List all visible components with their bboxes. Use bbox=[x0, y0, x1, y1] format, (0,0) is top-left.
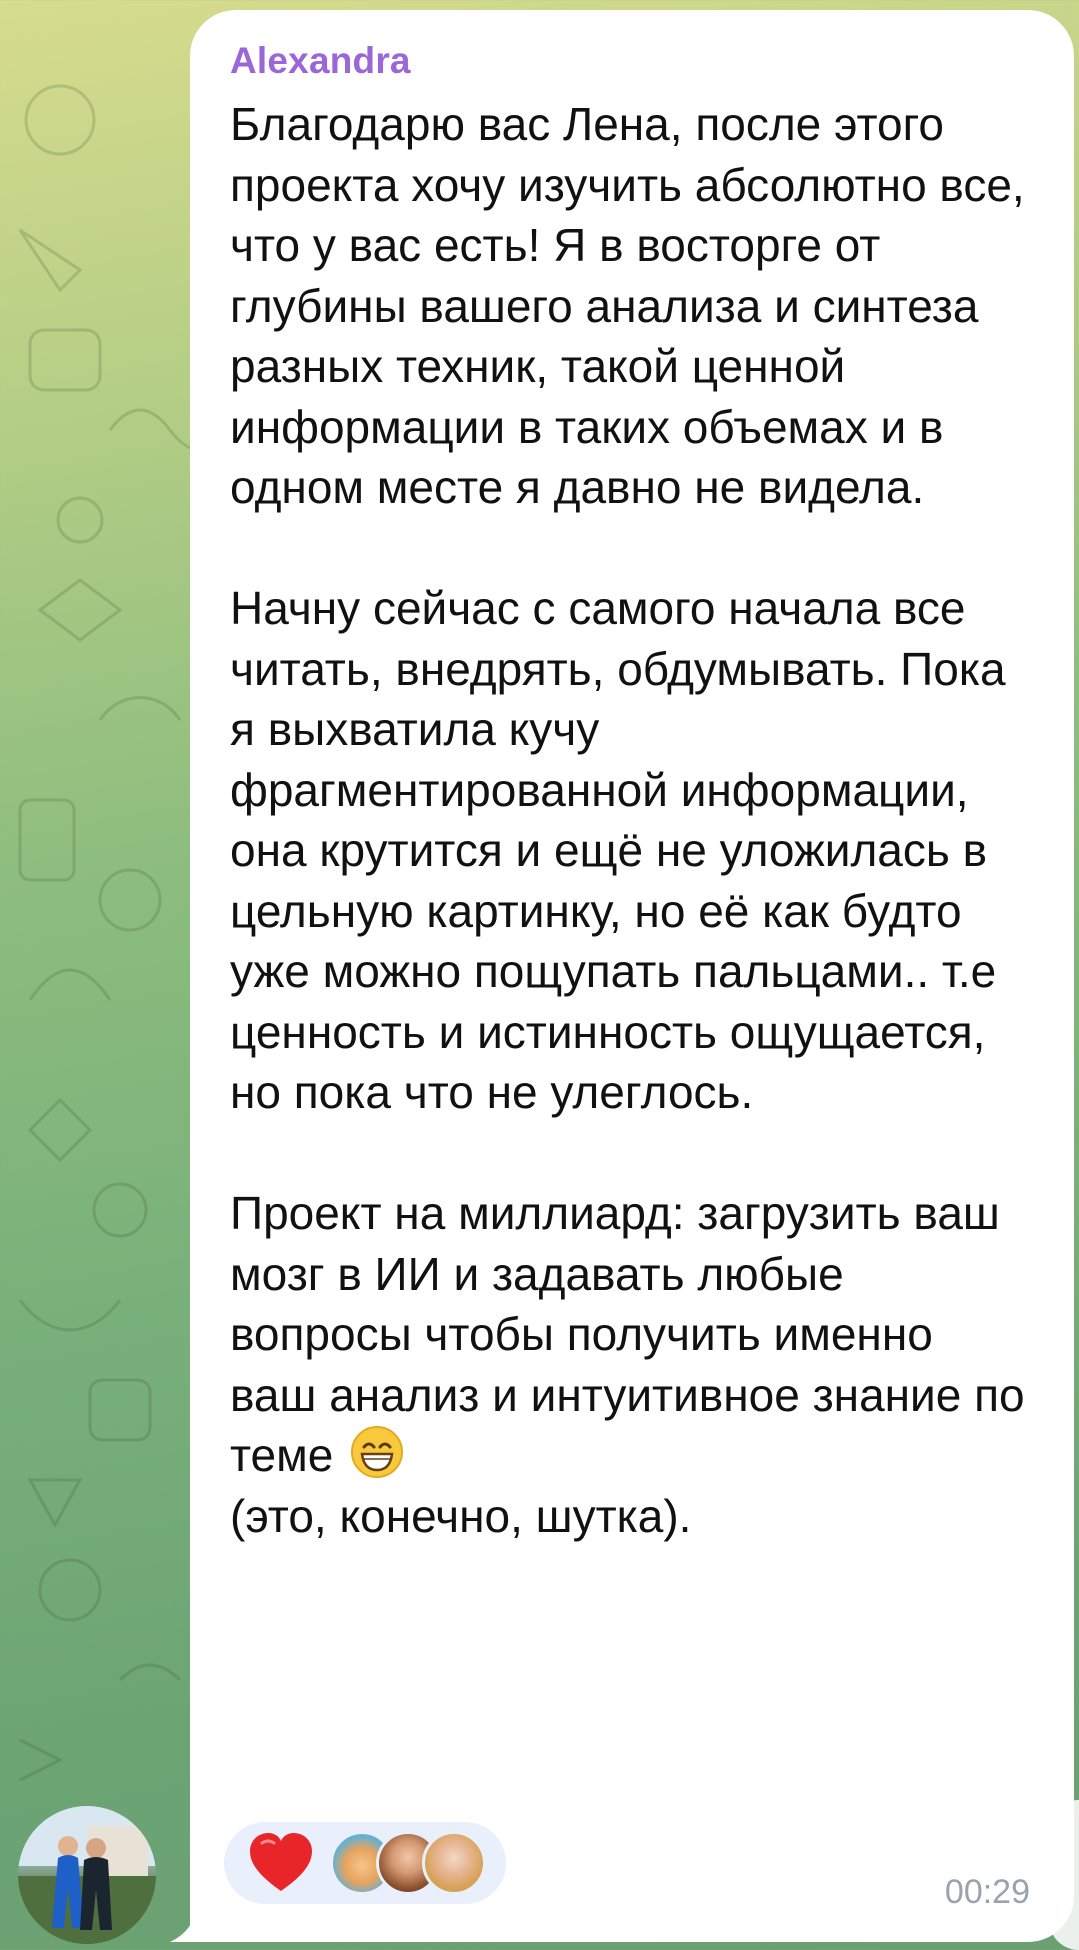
message-bubble[interactable] bbox=[190, 10, 1074, 1942]
avatar-photo bbox=[18, 1806, 156, 1944]
grinning-face-emoji-icon bbox=[350, 1425, 404, 1479]
next-message-edge bbox=[1049, 1800, 1079, 1950]
reactions-pill[interactable] bbox=[224, 1822, 506, 1904]
message-body: Благодарю вас Лена, после этого проекта хочу изучить абсолютно все, что у вас есть! Я в восторге от глубины вашего анализа и синтеза разных техник, такой ценной информации в таких объемах и в одном месте я давно не видела. Начну сейчас с самого начала все читать, внедрять, обдумывать. Пока я выхватила кучу фрагментированной информации, она крутится и ещё не уложилась в цельную картинку, но её как будто уже можно пощупать пальцами.. т.е ценность и истинность ощущается, но пока что не улеглось. Проект на миллиард: загрузить ваш мозг в ИИ и задавать любые вопросы чтобы получить именно ваш анализ и интуитивное знание по теме bbox=[230, 98, 1025, 1481]
message-time: 00:29 bbox=[944, 1873, 1030, 1911]
red-heart-icon bbox=[248, 1831, 314, 1895]
sender-avatar[interactable] bbox=[18, 1806, 156, 1944]
reactor-avatar bbox=[422, 1831, 486, 1895]
message-text-end: (это, конечно, шутка). bbox=[230, 1489, 692, 1542]
message-text bbox=[230, 94, 1030, 1546]
sender-name[interactable]: Alexandra bbox=[230, 40, 411, 81]
